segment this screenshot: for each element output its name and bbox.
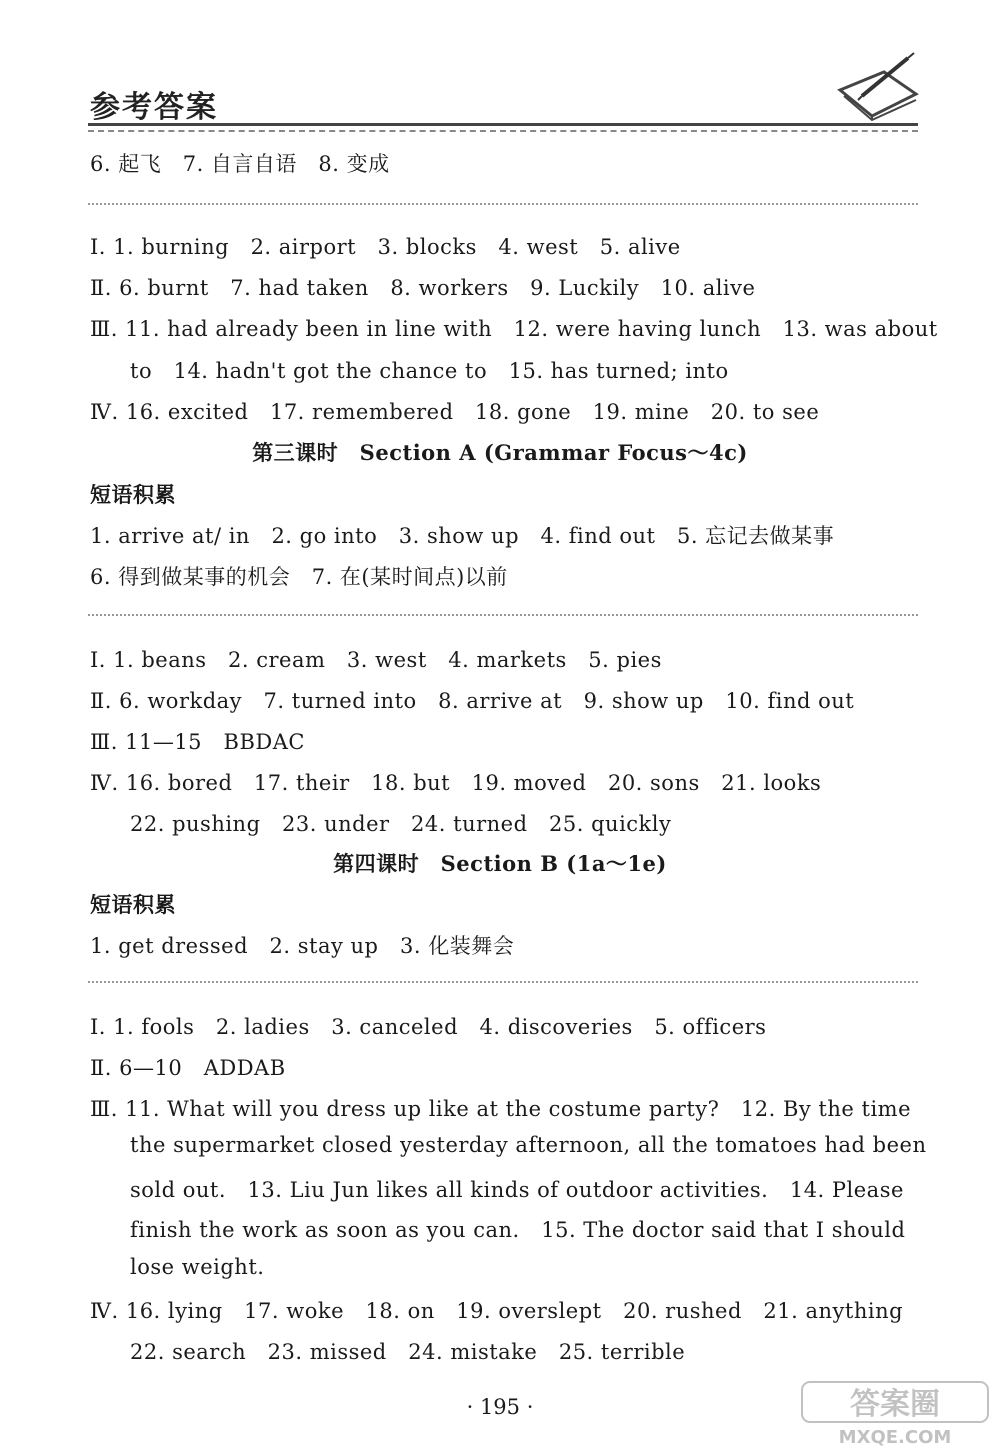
answer-line: 22. search 23. missed 24. mistake 25. terrible xyxy=(130,1340,686,1364)
answer-line: Ⅳ. 16. bored 17. their 18. but 19. moved 20. sons 21. looks xyxy=(90,771,822,795)
answer-line: finish the work as soon as you can. 15. The doctor said that I should xyxy=(130,1218,906,1242)
answer-line: Ⅰ. 1. beans 2. cream 3. west 4. markets 5. pies xyxy=(90,648,662,672)
answer-line: 6. 起飞 7. 自言自语 8. 变成 xyxy=(90,152,390,176)
answer-line: 6. 得到做某事的机会 7. 在(某时间点)以前 xyxy=(90,565,508,589)
section-title: 第四课时 Section B (1a～1e) xyxy=(333,851,667,876)
header-title: 参考答案 xyxy=(90,90,218,125)
answer-line: 1. get dressed 2. stay up 3. 化装舞会 xyxy=(90,934,515,958)
answer-line: Ⅱ. 6. burnt 7. had taken 8. workers 9. Luckily 10. alive xyxy=(90,276,756,300)
answer-line: Ⅱ. 6—10 ADDAB xyxy=(90,1056,286,1080)
answer-line: Ⅲ. 11. had already been in line with 12. were having lunch 13. was about xyxy=(90,317,938,341)
watermark-logo xyxy=(800,1380,990,1448)
dotted-divider xyxy=(88,981,918,983)
answer-line: the supermarket closed yesterday afternoon, all the tomatoes had been xyxy=(130,1133,927,1157)
section-heading: 短语积累 xyxy=(90,893,176,917)
answer-line: Ⅳ. 16. lying 17. woke 18. on 19. overslept 20. rushed 21. anything xyxy=(90,1299,904,1323)
page-number: · 195 · xyxy=(466,1395,534,1419)
header-rule xyxy=(88,123,918,126)
header-rule-dashed xyxy=(88,130,918,132)
answer-line: to 14. hadn't got the chance to 15. has turned; into xyxy=(130,359,729,383)
answer-line: Ⅰ. 1. burning 2. airport 3. blocks 4. west 5. alive xyxy=(90,235,681,259)
answer-line: 1. arrive at/ in 2. go into 3. show up 4. find out 5. 忘记去做某事 xyxy=(90,524,835,548)
dotted-divider xyxy=(88,614,918,616)
answer-line: Ⅱ. 6. workday 7. turned into 8. arrive at 9. show up 10. find out xyxy=(90,689,855,713)
answer-line: Ⅳ. 16. excited 17. remembered 18. gone 19. mine 20. to see xyxy=(90,400,820,424)
answer-line: Ⅲ. 11—15 BBDAC xyxy=(90,730,305,754)
answer-line: lose weight. xyxy=(130,1255,265,1279)
answer-line: Ⅲ. 11. What will you dress up like at the costume party? 12. By the time xyxy=(90,1097,911,1121)
answer-line: Ⅰ. 1. fools 2. ladies 3. canceled 4. discoveries 5. officers xyxy=(90,1015,767,1039)
watermark-url: MXQE.COM xyxy=(838,1427,952,1448)
pen-and-book-icon xyxy=(832,50,922,128)
answer-line: 22. pushing 23. under 24. turned 25. quickly xyxy=(130,812,672,836)
watermark-text: 答案圈 xyxy=(850,1387,940,1422)
section-heading: 短语积累 xyxy=(90,483,176,507)
section-title: 第三课时 Section A (Grammar Focus～4c) xyxy=(252,440,748,465)
dotted-divider xyxy=(88,203,918,205)
answer-line: sold out. 13. Liu Jun likes all kinds of outdoor activities. 14. Please xyxy=(130,1178,904,1202)
